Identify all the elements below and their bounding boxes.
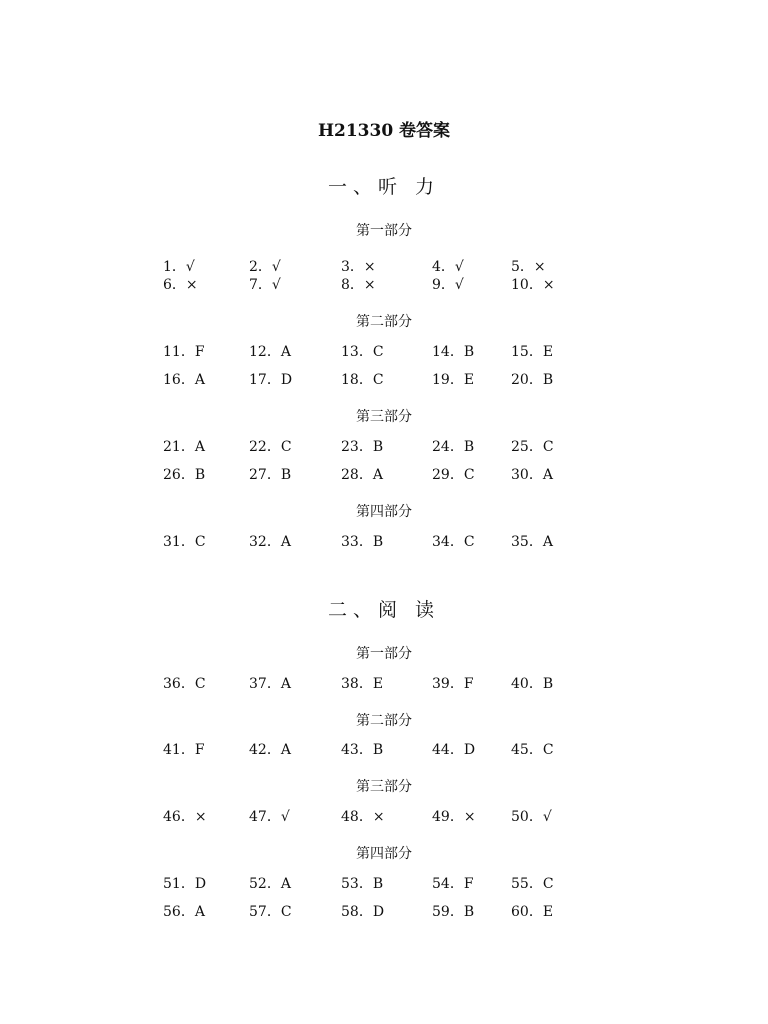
answer-item: 48．× [341, 809, 385, 825]
answer-row [0, 436, 768, 454]
answer-item: 39．F [432, 676, 474, 692]
answer-item: 36．C [163, 676, 206, 692]
section-title-reading: 二、阅 读 [327, 599, 441, 621]
part-title: 第一部分 [356, 646, 412, 662]
part-title: 第二部分 [356, 713, 412, 729]
answer-item: 51．D [163, 876, 207, 892]
part-title: 第三部分 [356, 779, 412, 795]
answer-item: 43．B [341, 742, 384, 758]
answer-item: 35．A [511, 534, 553, 550]
answer-item: 54．F [432, 876, 474, 892]
answer-item: 40．B [511, 676, 554, 692]
answer-item: 34．C [432, 534, 475, 550]
answer-row [0, 806, 768, 824]
part-title: 第四部分 [356, 846, 412, 862]
answer-row [0, 901, 768, 919]
answer-item: 57．C [249, 904, 292, 920]
answer-item: 59．B [432, 904, 475, 920]
answer-item: 29．C [432, 467, 475, 483]
answer-item: 19．E [432, 372, 475, 388]
answer-item: 45．C [511, 742, 554, 758]
answer-item: 50．√ [511, 809, 552, 825]
answer-item: 17．D [249, 372, 293, 388]
answer-row [0, 739, 768, 757]
part-title: 第三部分 [356, 409, 412, 425]
answer-item: 25．C [511, 439, 554, 455]
part-title: 第一部分 [356, 223, 412, 239]
answer-item: 30．A [511, 467, 553, 483]
answer-item: 8．× [341, 277, 376, 293]
answer-item: 58．D [341, 904, 385, 920]
answer-row [0, 274, 768, 292]
answer-item: 37．A [249, 676, 291, 692]
answer-item: 31．C [163, 534, 206, 550]
answer-item: 22．C [249, 439, 292, 455]
answer-item: 55．C [511, 876, 554, 892]
answer-row [0, 369, 768, 387]
answer-item: 14．B [432, 344, 475, 360]
answer-item: 46．× [163, 809, 207, 825]
answer-item: 2．√ [249, 259, 281, 275]
page-title: H21330 卷答案 [317, 121, 451, 141]
answer-item: 44．D [432, 742, 476, 758]
answer-row [0, 256, 768, 274]
answer-row [0, 531, 768, 549]
answer-item: 24．B [432, 439, 475, 455]
answer-item: 13．C [341, 344, 384, 360]
answer-item: 26．B [163, 467, 206, 483]
answer-item: 53．B [341, 876, 384, 892]
answer-item: 7．√ [249, 277, 281, 293]
answer-item: 33．B [341, 534, 384, 550]
answer-item: 20．B [511, 372, 554, 388]
answer-item: 49．× [432, 809, 476, 825]
answer-item: 21．A [163, 439, 205, 455]
answer-item: 28．A [341, 467, 383, 483]
answer-row [0, 873, 768, 891]
answer-item: 9．√ [432, 277, 464, 293]
answer-row [0, 341, 768, 359]
answer-row [0, 464, 768, 482]
answer-item: 6．× [163, 277, 198, 293]
answer-item: 3．× [341, 259, 376, 275]
answer-item: 32．A [249, 534, 291, 550]
section-title-listening: 一、听 力 [327, 176, 441, 198]
answer-item: 12．A [249, 344, 291, 360]
answer-item: 5．× [511, 259, 546, 275]
answer-item: 11．F [163, 344, 205, 360]
answer-item: 10．× [511, 277, 555, 293]
answer-item: 41．F [163, 742, 205, 758]
answer-item: 1．√ [163, 259, 195, 275]
answer-item: 47．√ [249, 809, 290, 825]
answer-item: 38．E [341, 676, 384, 692]
answer-item: 23．B [341, 439, 384, 455]
answer-item: 15．E [511, 344, 554, 360]
answer-item: 16．A [163, 372, 205, 388]
answer-item: 4．√ [432, 259, 464, 275]
part-title: 第四部分 [356, 504, 412, 520]
answer-item: 18．C [341, 372, 384, 388]
answer-item: 27．B [249, 467, 292, 483]
part-title: 第二部分 [356, 314, 412, 330]
answer-item: 56．A [163, 904, 205, 920]
answer-item: 60．E [511, 904, 554, 920]
answer-item: 42．A [249, 742, 291, 758]
answer-row [0, 673, 768, 691]
answer-item: 52．A [249, 876, 291, 892]
